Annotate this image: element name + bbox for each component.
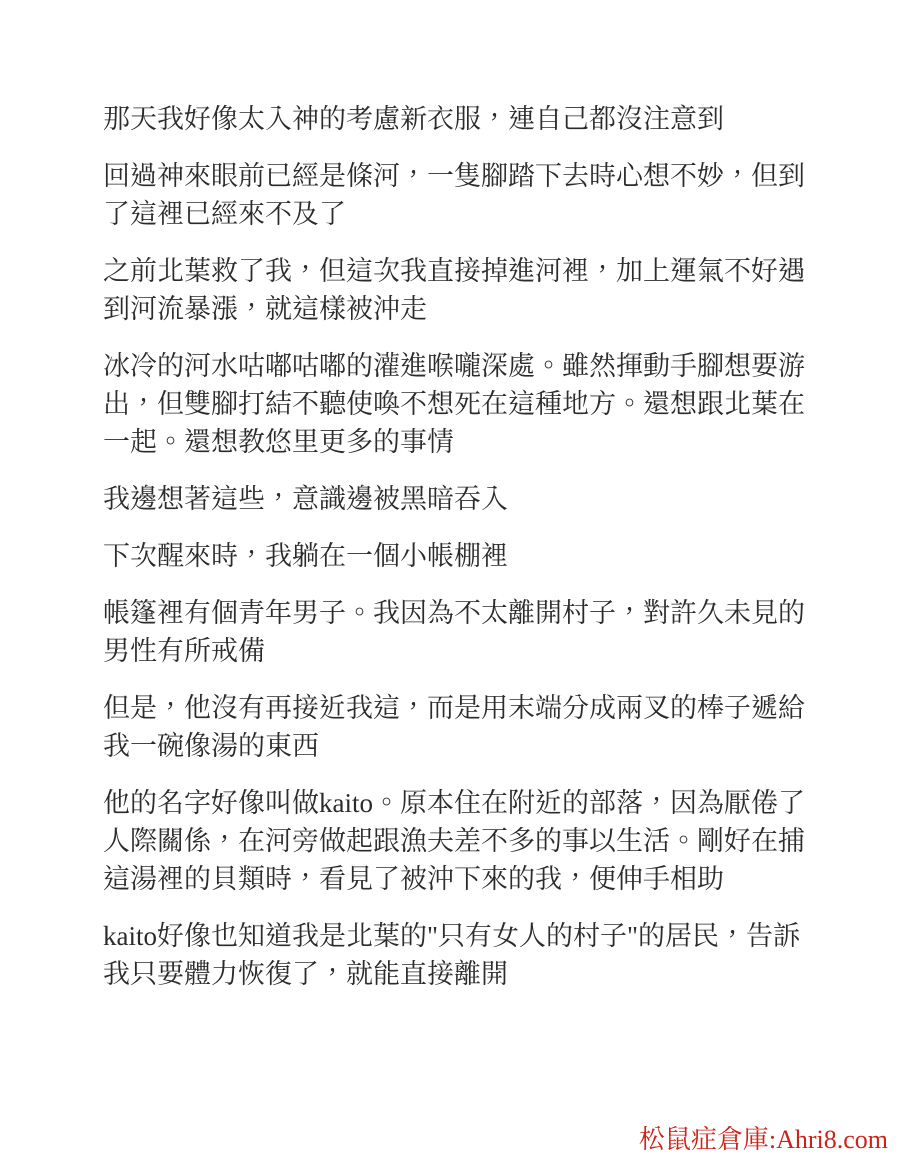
site-watermark: 松鼠症倉庫:Ahri8.com [638,1125,888,1154]
paragraph: 那天我好像太入神的考慮新衣服，連自己都沒注意到 [103,104,724,134]
paragraph: 冰冷的河水咕嘟咕嘟的灌進喉嚨深處。雖然揮動手腳想要游出，但雙腳打結不聽使喚不想死在這種地方。還想跟北葉在一起。還想教悠里更多的事情 [103,351,805,457]
paragraph: 帳篷裡有個青年男子。我因為不太離開村子，對許久未見的男性有所戒備 [103,598,805,666]
paragraph: kaito好像也知道我是北葉的"只有女人的村子"的居民，告訴我只要體力恢復了，就能直接離開 [103,921,801,989]
paragraph: 但是，他沒有再接近我這，而是用末端分成兩叉的棒子遞給我一碗像湯的東西 [103,693,805,761]
paragraph: 他的名字好像叫做kaito。原本住在附近的部落，因為厭倦了人際關係，在河旁做起跟漁夫差不多的事以生活。剛好在捕這湯裡的貝類時，看見了被沖下來的我，便伸手相助 [103,788,805,894]
paragraph: 下次醒來時，我躺在一個小帳棚裡 [103,541,508,571]
paragraph: 回過神來眼前已經是條河，一隻腳踏下去時心想不妙，但到了這裡已經來不及了 [103,161,805,229]
text-content [103,100,805,1012]
paragraph: 之前北葉救了我，但這次我直接掉進河裡，加上運氣不好遇到河流暴漲，就這樣被沖走 [103,256,805,324]
paragraph: 我邊想著這些，意識邊被黑暗吞入 [103,484,508,514]
